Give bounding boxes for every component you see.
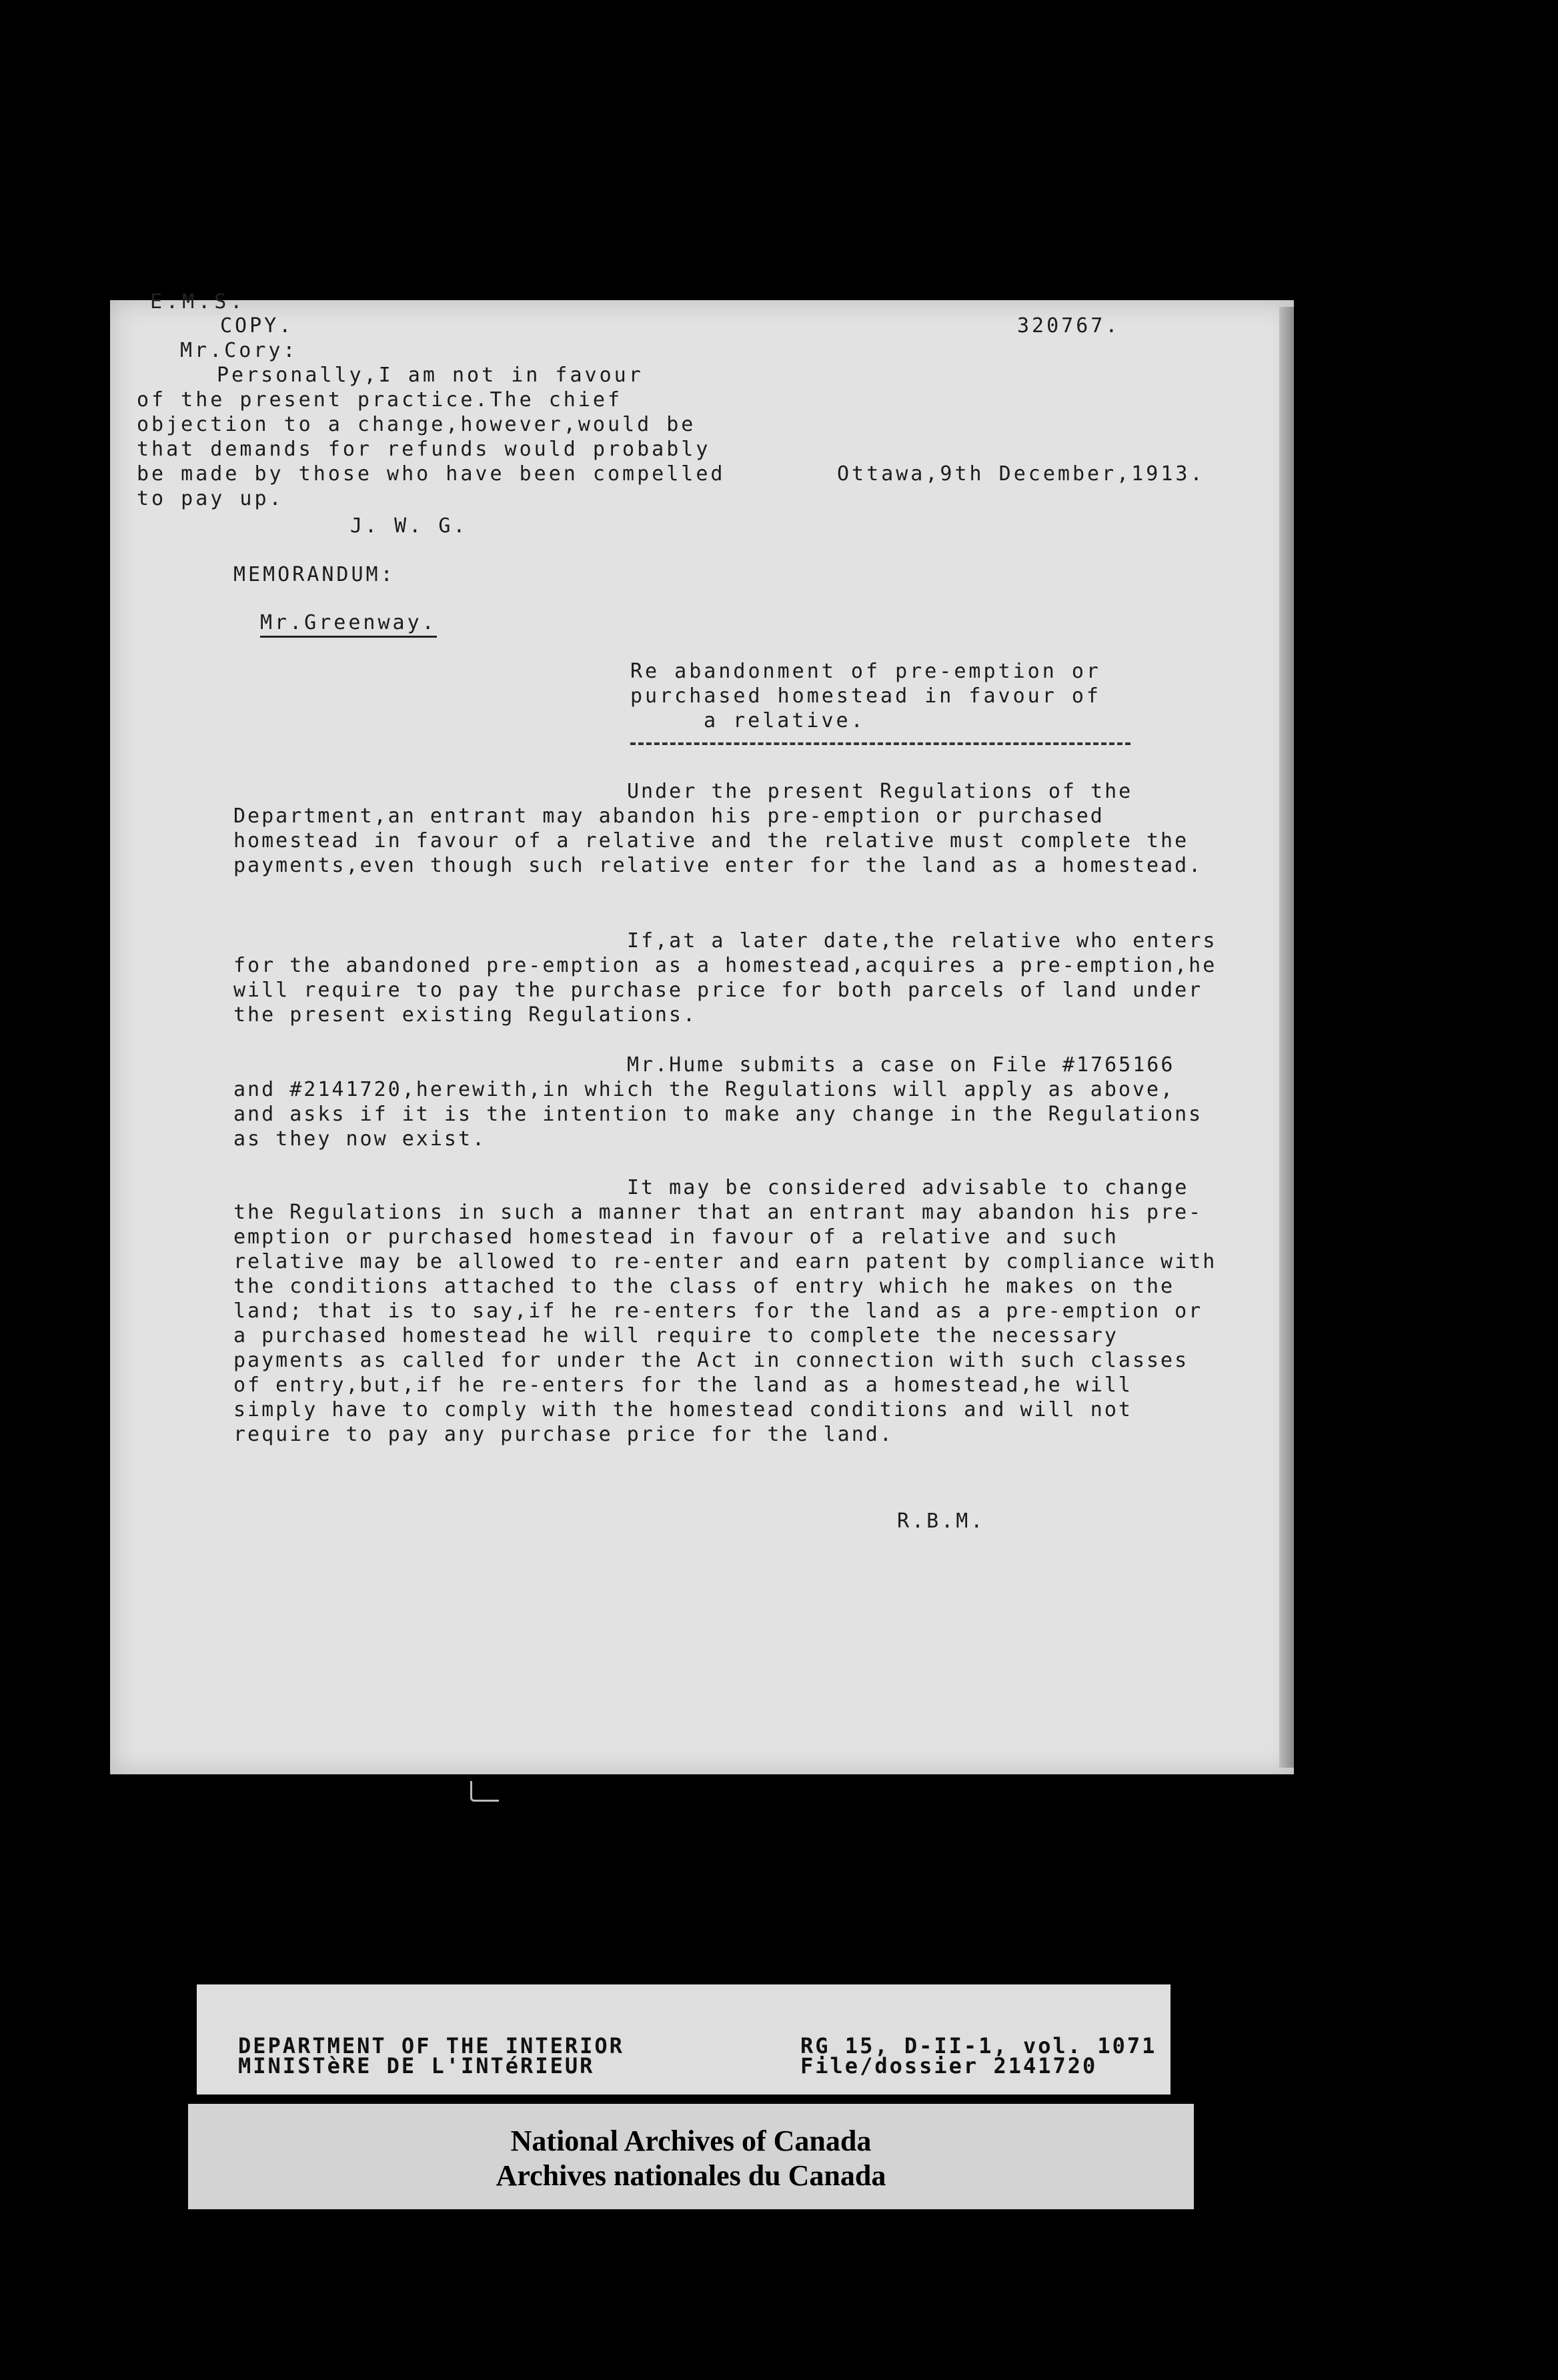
paragraph: If,at a later date,the relative who enters for the abandoned pre-emption as a homestead,acquires a pre-emption,he will require to pay the purchase price for both parcels of land under the present existing Regulations. [233,929,1217,1027]
paragraph: Under the present Regulations of the Department,an entrant may abandon his pre-emption or purchased homestead in favour of a relative and the relative must complete the payments,even though such relative enter for the land as a homestead. [233,780,1203,877]
subject-line: a relative. [704,709,866,732]
note-line: be made by those who have been compelled [137,462,726,486]
paragraph: Mr.Hume submits a case on File #1765166 and #2141720,herewith,in which the Regulations will apply as above, and asks if it is the intention to make any change in the Regulations as they now exist. [233,1053,1203,1151]
note-line: to pay up. [137,487,284,510]
copy-label: COPY. [220,314,294,338]
memo-heading: MEMORANDUM: [233,563,396,586]
department-en: DEPARTMENT OF THE INTERIOR [238,2033,624,2058]
note-line: that demands for refunds would probably [137,438,711,461]
file-reference: File/dossier 2141720 [800,2053,1098,2078]
archive-name-en: National Archives of Canada [510,2125,872,2157]
file-number: 320767. [1017,314,1120,338]
department-fr: MINISTèRE DE L'INTéRIEUR [238,2053,595,2078]
signature-initials: R.B.M. [897,1510,986,1533]
top-clip-text: E.M.S. [150,290,247,314]
archive-banner [188,2104,1194,2209]
note-line: Personally,I am not in favour [217,364,644,387]
memo-recipient: Mr.Greenway. [260,610,437,638]
date-line: Ottawa,9th December,1913. [837,462,1205,486]
subject-line: purchased homestead in favour of [630,684,1101,708]
note-line: objection to a change,however,would be [137,413,696,436]
paragraph: It may be considered advisable to change the Regulations in such a manner that an entrant may abandon his pre-emption or purchased homestead in favour of a relative and such relative may be allowed to re-enter and earn patent by compliance with the conditions attached to the class of entry which he makes on the land; that is to say,if he re-enters for the land as a pre-emption or a purchased homestead he will require to complete the necessary payments as called for under the Act in connection with such classes of entry,but,if he re-enters for the land as a homestead,he will simply have to comply with the homestead conditions and will not require to pay any purchase price for the land. [233,1176,1217,1446]
note-addressee: Mr.Cory: [180,339,298,362]
record-group: RG 15, D-II-1, vol. 1071 [800,2033,1157,2058]
subject-line: Re abandonment of pre-emption or [630,660,1101,683]
note-line: of the present practice.The chief [137,388,623,412]
page-edge [1279,307,1294,1768]
archive-name-fr: Archives nationales du Canada [496,2159,886,2192]
page-curl-mark [470,1781,499,1802]
note-initials: J. W. G. [350,514,468,538]
subject-divider [630,742,1130,745]
document-page [110,290,1294,1774]
archive-reference-label [197,1984,1171,2095]
